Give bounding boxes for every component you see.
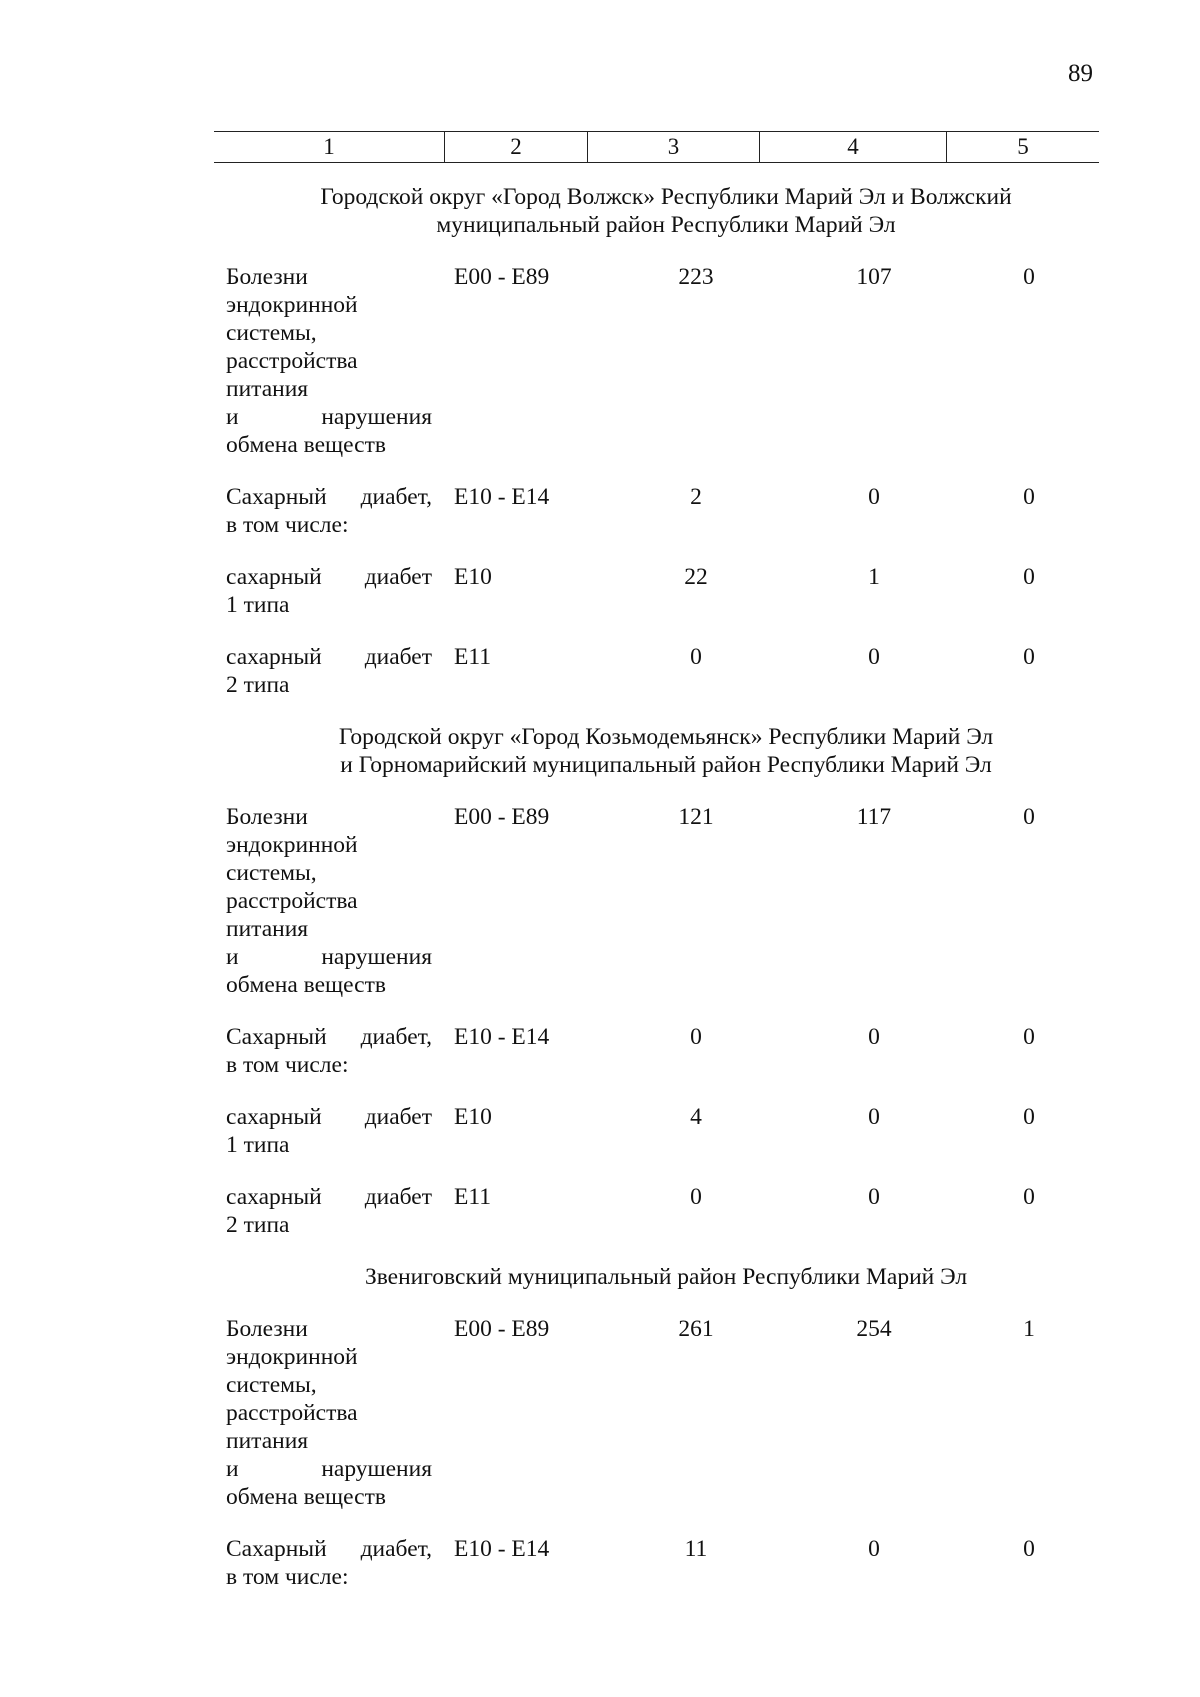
table-row	[226, 643, 1106, 699]
section-title	[226, 723, 1106, 779]
column-number-header	[214, 131, 1099, 163]
disease-name-line: питания	[226, 916, 309, 942]
column-4-value: 0	[868, 1184, 880, 1210]
column-4-value: 107	[856, 264, 892, 290]
disease-name-line: расстройства	[226, 348, 358, 374]
column-5-value: 0	[1023, 264, 1035, 290]
table-row	[226, 483, 1106, 539]
column-4-value: 0	[868, 1104, 880, 1130]
disease-name-line: сахарный диабет	[226, 564, 432, 590]
disease-name-cell	[226, 803, 432, 999]
disease-name-cell	[226, 263, 432, 459]
disease-name-line: в том числе:	[226, 1052, 349, 1078]
disease-name-line: в том числе:	[226, 1564, 349, 1590]
icd-code-cell: E11	[454, 644, 491, 670]
table-row	[226, 1103, 1106, 1159]
disease-name-line: Болезни	[226, 1316, 308, 1342]
column-3-value: 11	[684, 1536, 708, 1562]
column-4-value: 1	[868, 564, 880, 590]
icd-code-cell: E10 - E14	[454, 1536, 550, 1562]
section-title-line: Городской округ «Город Козьмодемьянск» Республики Марий Эл	[338, 724, 994, 750]
column-3-value: 223	[678, 264, 714, 290]
section-title	[226, 183, 1106, 239]
table-row	[226, 1535, 1106, 1591]
column-5-value: 0	[1023, 1184, 1035, 1210]
column-5-value: 0	[1023, 484, 1035, 510]
column-3-value: 22	[684, 564, 708, 590]
column-4-value: 0	[868, 644, 880, 670]
column-3-value: 2	[690, 484, 702, 510]
column-3-value: 0	[690, 1024, 702, 1050]
disease-name-line: 1 типа	[226, 1132, 290, 1158]
disease-name-line: эндокринной	[226, 292, 358, 318]
disease-name-line: питания	[226, 1428, 309, 1454]
column-4-value: 0	[868, 1536, 880, 1562]
disease-name-line: и нарушения	[226, 404, 432, 430]
column-header-2: 2	[444, 132, 587, 162]
disease-name-line: системы,	[226, 320, 317, 346]
page-number: 89	[1068, 60, 1093, 87]
disease-name-cell	[226, 1183, 432, 1239]
table-row	[226, 1183, 1106, 1239]
icd-code-cell: E10	[454, 1104, 492, 1130]
column-4-value: 254	[856, 1316, 892, 1342]
column-header-5: 5	[946, 132, 1099, 162]
section-title-line: Звениговский муниципальный район Республики Марий Эл	[364, 1264, 968, 1290]
disease-name-line: сахарный диабет	[226, 644, 432, 670]
disease-name-line: Болезни	[226, 264, 308, 290]
icd-code-cell: E00 - E89	[454, 1316, 550, 1342]
disease-name-line: 2 типа	[226, 672, 290, 698]
section-title-line: и Горномарийский муниципальный район Республики Марий Эл	[340, 752, 992, 778]
column-header-3: 3	[587, 132, 759, 162]
icd-code-cell: E11	[454, 1184, 491, 1210]
disease-name-line: Сахарный диабет,	[226, 1024, 432, 1050]
disease-name-line: системы,	[226, 860, 317, 886]
column-5-value: 1	[1023, 1316, 1035, 1342]
disease-name-cell	[226, 1315, 432, 1511]
disease-name-line: 2 типа	[226, 1212, 290, 1238]
disease-name-cell	[226, 1103, 432, 1159]
icd-code-cell: E10 - E14	[454, 484, 550, 510]
column-5-value: 0	[1023, 1536, 1035, 1562]
disease-name-line: эндокринной	[226, 832, 358, 858]
disease-name-cell	[226, 563, 432, 619]
column-3-value: 4	[690, 1104, 702, 1130]
column-5-value: 0	[1023, 1104, 1035, 1130]
section-title-line: Городской округ «Город Волжск» Республики Марий Эл и Волжский	[320, 184, 1012, 210]
table-row	[226, 263, 1106, 459]
column-5-value: 0	[1023, 644, 1035, 670]
disease-name-line: 1 типа	[226, 592, 290, 618]
disease-name-line: питания	[226, 376, 309, 402]
column-header-4: 4	[759, 132, 946, 162]
disease-name-cell	[226, 643, 432, 699]
column-3-value: 261	[678, 1316, 714, 1342]
disease-name-line: сахарный диабет	[226, 1104, 432, 1130]
disease-name-cell	[226, 1023, 432, 1079]
column-4-value: 0	[868, 484, 880, 510]
icd-code-cell: E10	[454, 564, 492, 590]
table-row	[226, 803, 1106, 999]
table-row	[226, 1023, 1106, 1079]
disease-name-line: системы,	[226, 1372, 317, 1398]
column-4-value: 0	[868, 1024, 880, 1050]
disease-name-line: расстройства	[226, 888, 358, 914]
disease-name-line: и нарушения	[226, 944, 432, 970]
disease-name-line: расстройства	[226, 1400, 358, 1426]
column-5-value: 0	[1023, 1024, 1035, 1050]
disease-name-line: и нарушения	[226, 1456, 432, 1482]
column-3-value: 0	[690, 644, 702, 670]
disease-name-line: Болезни	[226, 804, 308, 830]
disease-name-cell	[226, 1535, 432, 1591]
icd-code-cell: E00 - E89	[454, 264, 550, 290]
table-row	[226, 1315, 1106, 1511]
disease-name-line: обмена веществ	[226, 1484, 386, 1510]
disease-name-line: обмена веществ	[226, 432, 386, 458]
table-row	[226, 563, 1106, 619]
disease-name-line: сахарный диабет	[226, 1184, 432, 1210]
icd-code-cell: E10 - E14	[454, 1024, 550, 1050]
column-5-value: 0	[1023, 804, 1035, 830]
column-4-value: 117	[856, 804, 892, 830]
section-title-line: муниципальный район Республики Марий Эл	[436, 212, 896, 238]
disease-name-line: Сахарный диабет,	[226, 1536, 432, 1562]
disease-name-line: Сахарный диабет,	[226, 484, 432, 510]
column-3-value: 121	[678, 804, 714, 830]
section-title	[226, 1263, 1106, 1291]
icd-code-cell: E00 - E89	[454, 804, 550, 830]
report-table-body	[226, 183, 1106, 1615]
column-header-1: 1	[323, 134, 335, 159]
column-3-value: 0	[690, 1184, 702, 1210]
disease-name-line: в том числе:	[226, 512, 349, 538]
disease-name-line: эндокринной	[226, 1344, 358, 1370]
disease-name-line: обмена веществ	[226, 972, 386, 998]
disease-name-cell	[226, 483, 432, 539]
column-5-value: 0	[1023, 564, 1035, 590]
